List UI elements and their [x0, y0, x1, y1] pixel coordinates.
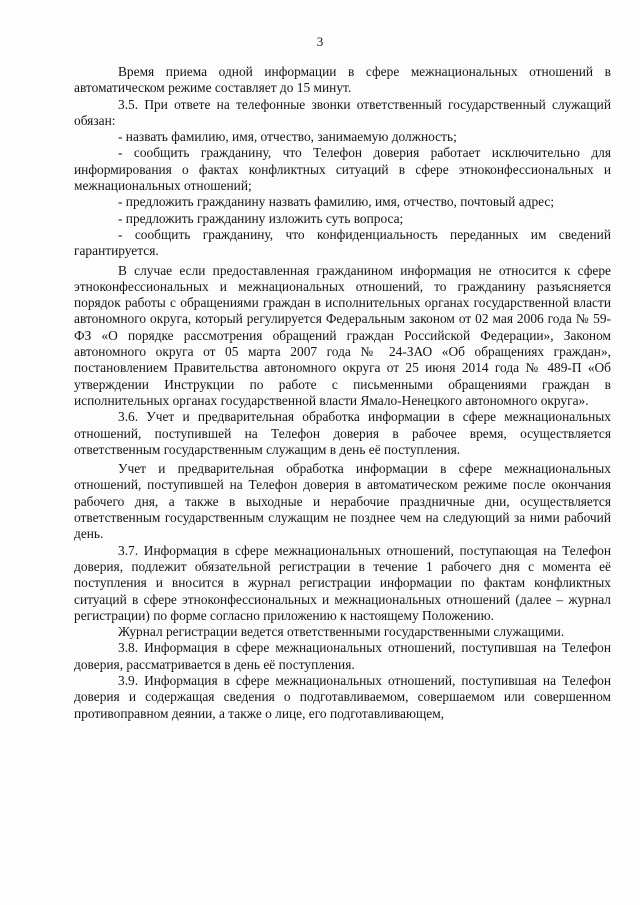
list-item: - сообщить гражданину, что Телефон доверия работает исключительно для информирования о фактах конфликтных ситуаций в сфере этноконфессиональных и межнациональных отношений;	[74, 145, 611, 194]
list-item: - предложить гражданину изложить суть вопроса;	[118, 210, 404, 226]
paragraph: 3.9. Информация в сфере межнациональных отношений, поступившая на Телефон доверия и содержащая сведения о подготавливаемом, совершаемом или совершенном противоправном деянии, а также о лице, его подготавливающем,	[74, 672, 611, 721]
paragraph: Время приема одной информации в сфере межнациональных отношений в автоматическом режиме составляет до 15 минут.	[74, 64, 611, 96]
page-number: 3	[316, 34, 324, 49]
paragraph: Учет и предварительная обработка информации в сфере межнациональных отношений, поступившей на Телефон доверия в автоматическом режиме после окончания рабочего дня, а также в выходные и нерабочие праздничные дни, осуществляется ответственным государственным служащим не позднее чем на следующий за ними рабочий день.	[74, 461, 611, 542]
paragraph: Журнал регистрации ведется ответственными государственными служащими.	[118, 624, 565, 640]
list-item: - назвать фамилию, имя, отчество, занимаемую должность;	[118, 129, 457, 145]
paragraph: 3.6. Учет и предварительная обработка информации в сфере межнациональных отношений, поступившей на Телефон доверия в рабочее время, осуществляется ответственным государственным служащим в день её поступления.	[74, 409, 611, 457]
document-body	[74, 64, 611, 722]
paragraph: 3.5. При ответе на телефонные звонки ответственный государственный служащий обязан:	[74, 96, 611, 128]
list-item: - предложить гражданину назвать фамилию, имя, отчество, почтовый адрес;	[118, 194, 555, 210]
paragraph: 3.8. Информация в сфере межнациональных отношений, поступившая на Телефон доверия, рассматривается в день её поступления.	[74, 640, 611, 672]
paragraph: 3.7. Информация в сфере межнациональных отношений, поступающая на Телефон доверия, подлежит обязательной регистрации в течение 1 рабочего дня с момента её поступления и вносится в журнал регистрации информации по фактам конфликтных ситуаций в сфере этноконфессиональных и межнациональных отношений (далее – журнал регистрации) по форме согласно приложению к настоящему Положению.	[74, 542, 611, 623]
list-item: - сообщить гражданину, что конфиденциальность переданных им сведений гарантируется.	[74, 226, 611, 259]
paragraph: В случае если предоставленная гражданином информация не относится к сфере этноконфессиональных и межнациональных отношений, то гражданину разъясняется порядок работы с обращениями граждан в исполнительных органах государственной власти автономного округа, который регулируется Федеральным законом от 02 мая 2006 года № 59-ФЗ «О порядке рассмотрения обращений граждан Российской Федерации», Законом автономного округа от 05 марта 2007 года № 24-ЗАО «Об обращениях граждан», постановлением Правительства автономного округа от 25 июня 2014 года № 489-П «Об утверждении Инструкции по работе с письменными обращениями граждан в исполнительных органах государственной власти Ямало-Ненецкого автономного округа».	[74, 262, 611, 408]
